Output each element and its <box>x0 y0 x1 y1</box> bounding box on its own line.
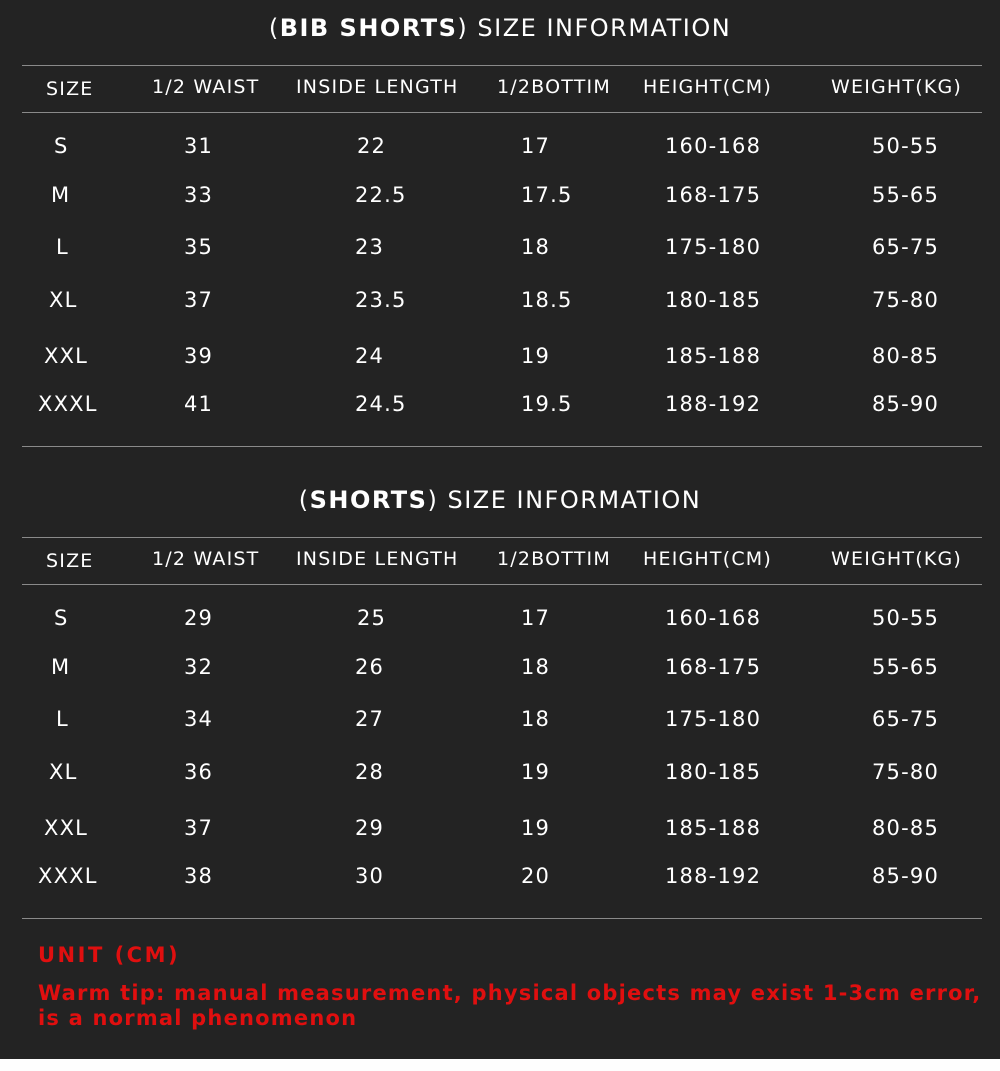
inside-length-cell: 29 <box>355 816 385 840</box>
height-cell: 175-180 <box>665 235 762 259</box>
weight-cell: 80-85 <box>872 344 940 368</box>
header-bottom: 1/2BOTTIM <box>497 548 611 570</box>
header-inside-length: INSIDE LENGTH <box>296 76 459 98</box>
waist-cell: 34 <box>184 707 214 731</box>
weight-cell: 85-90 <box>872 864 940 888</box>
weight-cell: 80-85 <box>872 816 940 840</box>
inside-length-cell: 30 <box>355 864 385 888</box>
waist-cell: 39 <box>184 344 214 368</box>
warm-tip <box>38 981 988 1031</box>
inside-length-cell: 22 <box>357 134 387 158</box>
divider <box>22 918 982 919</box>
bottom-cell: 19 <box>521 760 551 784</box>
header-size: SIZE <box>46 78 94 100</box>
bib-shorts-title-bold: BIB SHORTS <box>279 14 458 42</box>
size-cell: S <box>54 134 69 158</box>
size-cell: XXL <box>44 344 89 368</box>
weight-cell: 65-75 <box>872 707 940 731</box>
waist-cell: 31 <box>184 134 214 158</box>
height-cell: 168-175 <box>665 655 762 679</box>
divider <box>22 537 982 538</box>
size-cell: L <box>56 235 69 259</box>
waist-cell: 29 <box>184 606 214 630</box>
size-cell: XXXL <box>38 864 98 888</box>
weight-cell: 85-90 <box>872 392 940 416</box>
shorts-title: (SHORTS) SIZE INFORMATION <box>298 486 702 514</box>
waist-cell: 37 <box>184 816 214 840</box>
weight-cell: 55-65 <box>872 655 940 679</box>
bib-shorts-title: (BIB SHORTS) SIZE INFORMATION <box>268 14 732 42</box>
waist-cell: 38 <box>184 864 214 888</box>
bottom-cell: 18 <box>521 707 551 731</box>
height-cell: 180-185 <box>665 760 762 784</box>
bottom-cell: 17.5 <box>521 183 573 207</box>
waist-cell: 36 <box>184 760 214 784</box>
bottom-cell: 18.5 <box>521 288 573 312</box>
bottom-cell: 17 <box>521 134 551 158</box>
bib-shorts-title-rest: SIZE INFORMATION <box>468 14 732 42</box>
weight-cell: 50-55 <box>872 606 940 630</box>
inside-length-cell: 22.5 <box>355 183 407 207</box>
height-cell: 175-180 <box>665 707 762 731</box>
header-height: HEIGHT(CM) <box>643 76 772 98</box>
size-cell: XL <box>49 760 78 784</box>
inside-length-cell: 24.5 <box>355 392 407 416</box>
bottom-cell: 20 <box>521 864 551 888</box>
inside-length-cell: 26 <box>355 655 385 679</box>
inside-length-cell: 23.5 <box>355 288 407 312</box>
size-cell: XL <box>49 288 78 312</box>
height-cell: 185-188 <box>665 344 762 368</box>
waist-cell: 35 <box>184 235 214 259</box>
waist-cell: 41 <box>184 392 214 416</box>
warm-tip-line-1: Warm tip: manual measurement, physical objects may exist 1-3cm error, <box>38 981 982 1005</box>
size-cell: XXL <box>44 816 89 840</box>
inside-length-cell: 28 <box>355 760 385 784</box>
inside-length-cell: 24 <box>355 344 385 368</box>
bottom-cell: 19.5 <box>521 392 573 416</box>
bottom-cell: 19 <box>521 344 551 368</box>
height-cell: 185-188 <box>665 816 762 840</box>
bottom-cell: 18 <box>521 235 551 259</box>
height-cell: 180-185 <box>665 288 762 312</box>
header-bottom: 1/2BOTTIM <box>497 76 611 98</box>
header-size: SIZE <box>46 550 94 572</box>
inside-length-cell: 27 <box>355 707 385 731</box>
warm-tip-line-2: is a normal phenomenon <box>38 1006 358 1030</box>
header-waist: 1/2 WAIST <box>152 76 260 98</box>
shorts-title-rest: SIZE INFORMATION <box>438 486 702 514</box>
bottom-cell: 18 <box>521 655 551 679</box>
header-height: HEIGHT(CM) <box>643 548 772 570</box>
waist-cell: 37 <box>184 288 214 312</box>
weight-cell: 55-65 <box>872 183 940 207</box>
weight-cell: 75-80 <box>872 288 940 312</box>
height-cell: 188-192 <box>665 392 762 416</box>
unit-note: UNIT (CM) <box>38 943 181 967</box>
weight-cell: 65-75 <box>872 235 940 259</box>
height-cell: 160-168 <box>665 134 762 158</box>
divider <box>22 584 982 585</box>
divider <box>22 446 982 447</box>
header-weight: WEIGHT(KG) <box>831 548 963 570</box>
height-cell: 168-175 <box>665 183 762 207</box>
size-cell: M <box>51 183 71 207</box>
waist-cell: 32 <box>184 655 214 679</box>
size-cell: M <box>51 655 71 679</box>
bottom-cell: 17 <box>521 606 551 630</box>
weight-cell: 50-55 <box>872 134 940 158</box>
weight-cell: 75-80 <box>872 760 940 784</box>
bottom-cell: 19 <box>521 816 551 840</box>
header-inside-length: INSIDE LENGTH <box>296 548 459 570</box>
height-cell: 160-168 <box>665 606 762 630</box>
waist-cell: 33 <box>184 183 214 207</box>
header-waist: 1/2 WAIST <box>152 548 260 570</box>
size-cell: XXXL <box>38 392 98 416</box>
inside-length-cell: 25 <box>357 606 387 630</box>
inside-length-cell: 23 <box>355 235 385 259</box>
divider <box>22 112 982 113</box>
divider <box>22 65 982 66</box>
header-weight: WEIGHT(KG) <box>831 76 963 98</box>
height-cell: 188-192 <box>665 864 762 888</box>
size-cell: S <box>54 606 69 630</box>
size-cell: L <box>56 707 69 731</box>
shorts-title-bold: SHORTS <box>309 486 428 514</box>
